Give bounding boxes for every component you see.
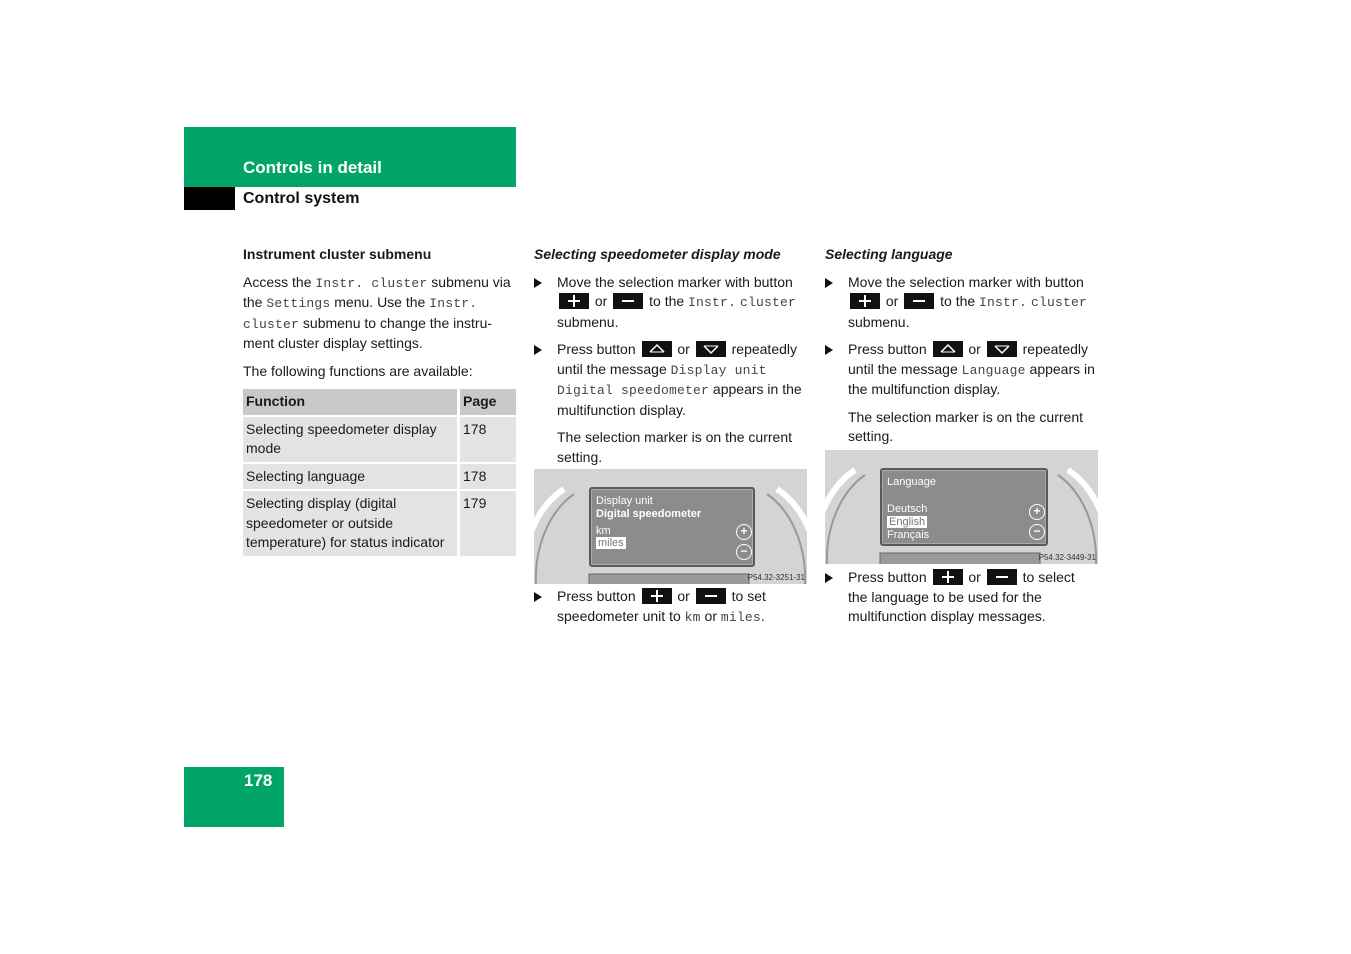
menu-term: Digital speedometer <box>557 383 710 398</box>
table-cell-function: Selecting language <box>243 463 459 491</box>
display-unit-figure <box>534 469 807 584</box>
plus-button-icon <box>850 293 880 309</box>
instrument-cluster-heading: Instrument cluster submenu <box>243 246 432 262</box>
page-number: 178 <box>244 771 273 790</box>
display-option-francais: Français <box>887 529 930 541</box>
text: Press button <box>848 569 927 585</box>
menu-term: miles <box>720 609 761 625</box>
text: appears in the multifunction display. <box>557 381 802 418</box>
figure-id: P54.32-3449-31 <box>1038 553 1096 562</box>
minus-button-icon <box>904 293 934 309</box>
text: to the <box>940 293 976 309</box>
column-instrument-cluster <box>243 245 516 556</box>
text: or <box>594 293 608 309</box>
menu-term: km <box>684 609 701 625</box>
text: Press button <box>557 588 636 604</box>
text: submenu via the <box>243 273 511 310</box>
text: Move the selection marker with button <box>557 273 793 290</box>
menu-term: cluster <box>1030 295 1087 310</box>
text: or <box>677 341 690 357</box>
menu-term: Instr. <box>429 296 478 311</box>
bullet-arrow-icon <box>534 592 542 602</box>
text: submenu. <box>848 313 910 330</box>
multifunction-display-screen <box>880 468 1048 546</box>
minus-circle-icon: − <box>736 544 752 560</box>
menu-term: cluster <box>243 316 300 332</box>
text: to set speedometer unit to <box>557 588 766 624</box>
text: . <box>760 607 765 624</box>
subsection-title: Control system <box>243 190 360 207</box>
table-cell-function: Selecting speedometer display mode <box>243 416 459 463</box>
text: menu. Use the <box>330 294 430 310</box>
functions-intro: The following functions are available: <box>243 362 473 379</box>
menu-term: Settings <box>266 296 331 311</box>
plus-button-icon <box>642 588 672 604</box>
note-selection-marker: The selection marker is on the current setting. <box>848 408 1083 444</box>
display-option-deutsch: Deutsch <box>887 503 928 515</box>
note-selection-marker: The selection marker is on the current setting. <box>557 429 792 465</box>
intro-paragraph <box>243 273 516 354</box>
text: submenu. <box>557 313 619 330</box>
functions-table <box>243 389 516 556</box>
menu-term: Display unit <box>670 362 767 378</box>
plus-circle-icon: + <box>1029 504 1045 520</box>
text: or <box>677 588 690 604</box>
menu-term: Instr. <box>979 295 1028 310</box>
multifunction-display-screen <box>589 487 755 567</box>
text: repeatedly until the message <box>557 341 798 377</box>
bullet-arrow-icon <box>534 345 542 355</box>
table-cell-page: 178 <box>459 463 517 491</box>
text: Press button <box>848 341 927 357</box>
text: to select the language to be used for the multifunction display messages. <box>848 569 1075 624</box>
up-button-icon <box>642 341 672 357</box>
table-cell-page: 178 <box>459 416 517 463</box>
figure-id: P54.32-3251-31 <box>747 573 805 582</box>
text: Access the <box>243 273 316 290</box>
table-cell-function: Selecting display (digital speedometer or outside temperature) for status indicator <box>243 490 459 556</box>
column-language-final-step <box>825 568 1098 635</box>
step-set-unit <box>534 587 807 627</box>
text: Press button <box>557 341 636 357</box>
minus-button-icon <box>613 293 643 309</box>
text: or <box>968 341 981 357</box>
table-cell-page: 179 <box>459 490 517 556</box>
text: or <box>704 607 717 624</box>
section-header-band <box>184 127 516 187</box>
menu-term: Instr. <box>688 295 737 310</box>
text: repeatedly until the message <box>848 341 1089 377</box>
menu-term: Language <box>961 362 1026 378</box>
text: appears in the multifunction display. <box>848 360 1095 397</box>
down-button-icon <box>987 341 1017 357</box>
step-move-marker <box>534 273 807 333</box>
step-press-repeatedly <box>825 340 1098 400</box>
minus-button-icon <box>987 569 1017 585</box>
step-press-repeatedly <box>534 340 807 420</box>
bullet-arrow-icon <box>825 573 833 583</box>
display-option-miles-selected: miles <box>598 537 624 549</box>
bullet-arrow-icon <box>825 345 833 355</box>
plus-button-icon <box>559 293 589 309</box>
step-move-marker <box>825 273 1098 333</box>
table-header-page: Page <box>459 389 517 416</box>
language-heading: Selecting language <box>825 246 953 262</box>
table-header-row <box>243 389 516 416</box>
table-row <box>243 463 516 491</box>
menu-term: cluster <box>739 295 796 310</box>
display-option-english-selected: English <box>889 516 926 528</box>
text: to the <box>649 293 685 309</box>
text: or <box>968 569 981 585</box>
column-speedometer-mode <box>534 245 807 475</box>
display-option-km: km <box>596 525 611 537</box>
section-title: Controls in detail <box>243 158 382 177</box>
language-figure <box>825 450 1098 564</box>
table-header-function: Function <box>243 389 459 416</box>
menu-term: Instr. cluster <box>315 275 428 291</box>
plus-button-icon <box>933 569 963 585</box>
speedometer-heading: Selecting speedometer display mode <box>534 246 781 262</box>
bullet-arrow-icon <box>825 278 833 288</box>
minus-circle-icon: − <box>1029 524 1045 540</box>
section-header-black-tab <box>184 187 235 210</box>
step-select-language <box>825 568 1098 627</box>
plus-circle-icon: + <box>736 524 752 540</box>
text: or <box>885 293 899 309</box>
down-button-icon <box>696 341 726 357</box>
display-line-1: Display unit <box>596 495 653 507</box>
display-line-2: Digital speedometer <box>596 508 702 520</box>
text: submenu to change the instru-ment cluster display settings. <box>243 314 493 351</box>
bullet-arrow-icon <box>534 278 542 288</box>
table-row <box>243 490 516 556</box>
text: Move the selection marker with button <box>848 273 1084 290</box>
minus-button-icon <box>696 588 726 604</box>
column-language <box>825 245 1098 455</box>
display-line-1: Language <box>887 476 936 488</box>
up-button-icon <box>933 341 963 357</box>
column-speedometer-final-step <box>534 587 807 635</box>
table-row <box>243 416 516 463</box>
